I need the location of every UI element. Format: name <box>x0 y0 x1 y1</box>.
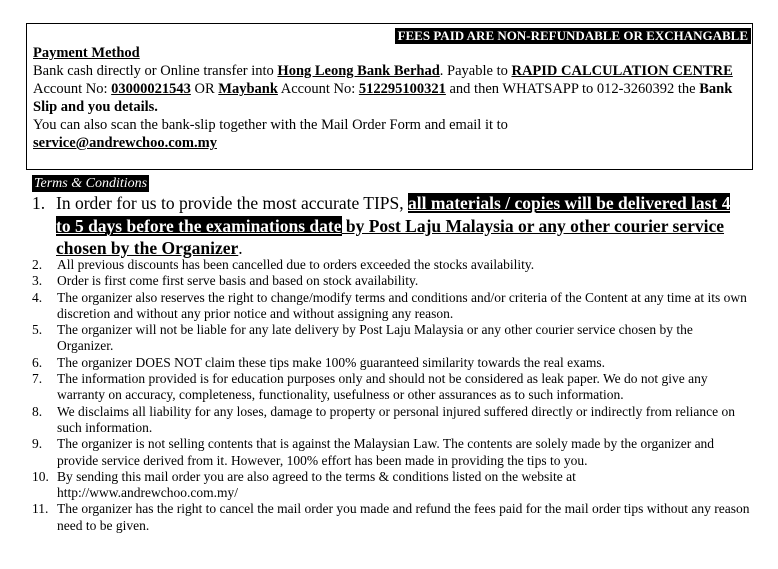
payment-box <box>26 23 753 170</box>
term-number: 9. <box>32 436 43 452</box>
term-text: The organizer has the right to cancel the mail order you made and refund the fees paid for the mail order tips without any reason need to be given. <box>57 501 750 533</box>
term-item-1 <box>32 192 747 260</box>
term-number: 6. <box>32 354 43 370</box>
term-number: 2. <box>32 257 43 272</box>
payment-text: OR <box>190 81 219 97</box>
term-number: 7. <box>32 371 43 387</box>
bank-slip-note: Bank Slip and you details. <box>33 81 733 115</box>
terms-list <box>32 257 752 534</box>
email-link[interactable]: service@andrewchoo.com.my <box>33 135 217 151</box>
payment-text: and then WHATSAPP to 012-3260392 the <box>445 81 700 97</box>
term-text: The organizer also reserves the right to change/modify terms and conditions and/or criteria of the Content at any time at its own discretion and without any prior notice and without assigning any reason. <box>57 289 747 321</box>
term-item <box>32 371 752 404</box>
term-text: By sending this mail order you are also agreed to the terms & conditions listed on the website at http://www.andrewchoo.com.my/ <box>57 468 576 501</box>
term-number: 5. <box>32 322 43 338</box>
term-1-end: . <box>238 238 243 258</box>
term-item <box>32 290 752 323</box>
bank-name-hong-leong: Hong Leong Bank Berhad <box>277 63 440 79</box>
term-text: The organizer DOES NOT claim these tips make 100% guaranteed similarity towards the real exams. <box>57 354 605 370</box>
fees-notice-banner: FEES PAID ARE NON-REFUNDABLE OR EXCHANGABLE <box>395 28 751 44</box>
term-text: The information provided is for education purposes only and should not be considered as leak paper. We do not give any warranty on accuracy, completeness, functionality, usefulness or other assurances as to such information. <box>57 371 708 403</box>
term-text: All previous discounts has been cancelled due to orders exceeded the stocks availability. <box>57 257 535 272</box>
payment-method-heading: Payment Method <box>33 45 140 61</box>
term-item <box>32 273 752 289</box>
term-1-highlight: all materials / copies will be delivered last 4 to 5 days before the examinations date <box>56 193 731 236</box>
payment-text: Bank cash directly or Online transfer into <box>33 63 278 79</box>
account-number-maybank: 512295100321 <box>358 81 446 97</box>
payment-text: Account No: <box>33 81 112 97</box>
term-text: The organizer is not selling contents that is against the Malaysian Law. The contents are solely made by the organizer and provide service derived from it. However, 100% effort has been made in providing the tips to you. <box>57 436 715 468</box>
term-item <box>32 469 752 502</box>
term-item <box>32 404 752 437</box>
scan-instruction: You can also scan the bank-slip together with the Mail Order Form and email it to <box>33 117 508 133</box>
term-item <box>32 501 752 534</box>
term-item <box>32 355 752 371</box>
account-number-hong-leong: 03000021543 <box>111 81 191 97</box>
term-number: 11. <box>32 501 49 517</box>
bank-name-maybank: Maybank <box>218 81 278 97</box>
payee-name: RAPID CALCULATION CENTRE <box>511 63 733 79</box>
payment-method-section <box>33 44 745 152</box>
term-item <box>32 257 752 273</box>
term-text: Order is first come first serve basis and based on stock availability. <box>57 273 419 289</box>
term-number: 8. <box>32 403 43 419</box>
term-number: 10. <box>32 468 49 484</box>
term-item <box>32 322 752 355</box>
term-item <box>32 436 752 469</box>
term-1-lead: In order for us to provide the most accurate TIPS, <box>56 193 409 213</box>
terms-heading: Terms & Conditions <box>34 176 148 191</box>
term-text: We disclaims all liability for any loses, damage to property or personal injured suffered directly or indirectly from reliance on such information. <box>57 403 735 435</box>
payment-text: . Payable to <box>439 63 512 79</box>
term-number: 1. <box>32 193 46 213</box>
payment-text: Account No: <box>277 81 359 97</box>
term-1-courier: by Post Laju Malaysia or any other courier service chosen by the Organizer <box>56 215 725 258</box>
term-number: 4. <box>32 289 43 305</box>
term-number: 3. <box>32 273 43 289</box>
term-text: The organizer will not be liable for any late delivery by Post Laju Malaysia or any other courier service chosen by the Organizer. <box>57 322 693 354</box>
